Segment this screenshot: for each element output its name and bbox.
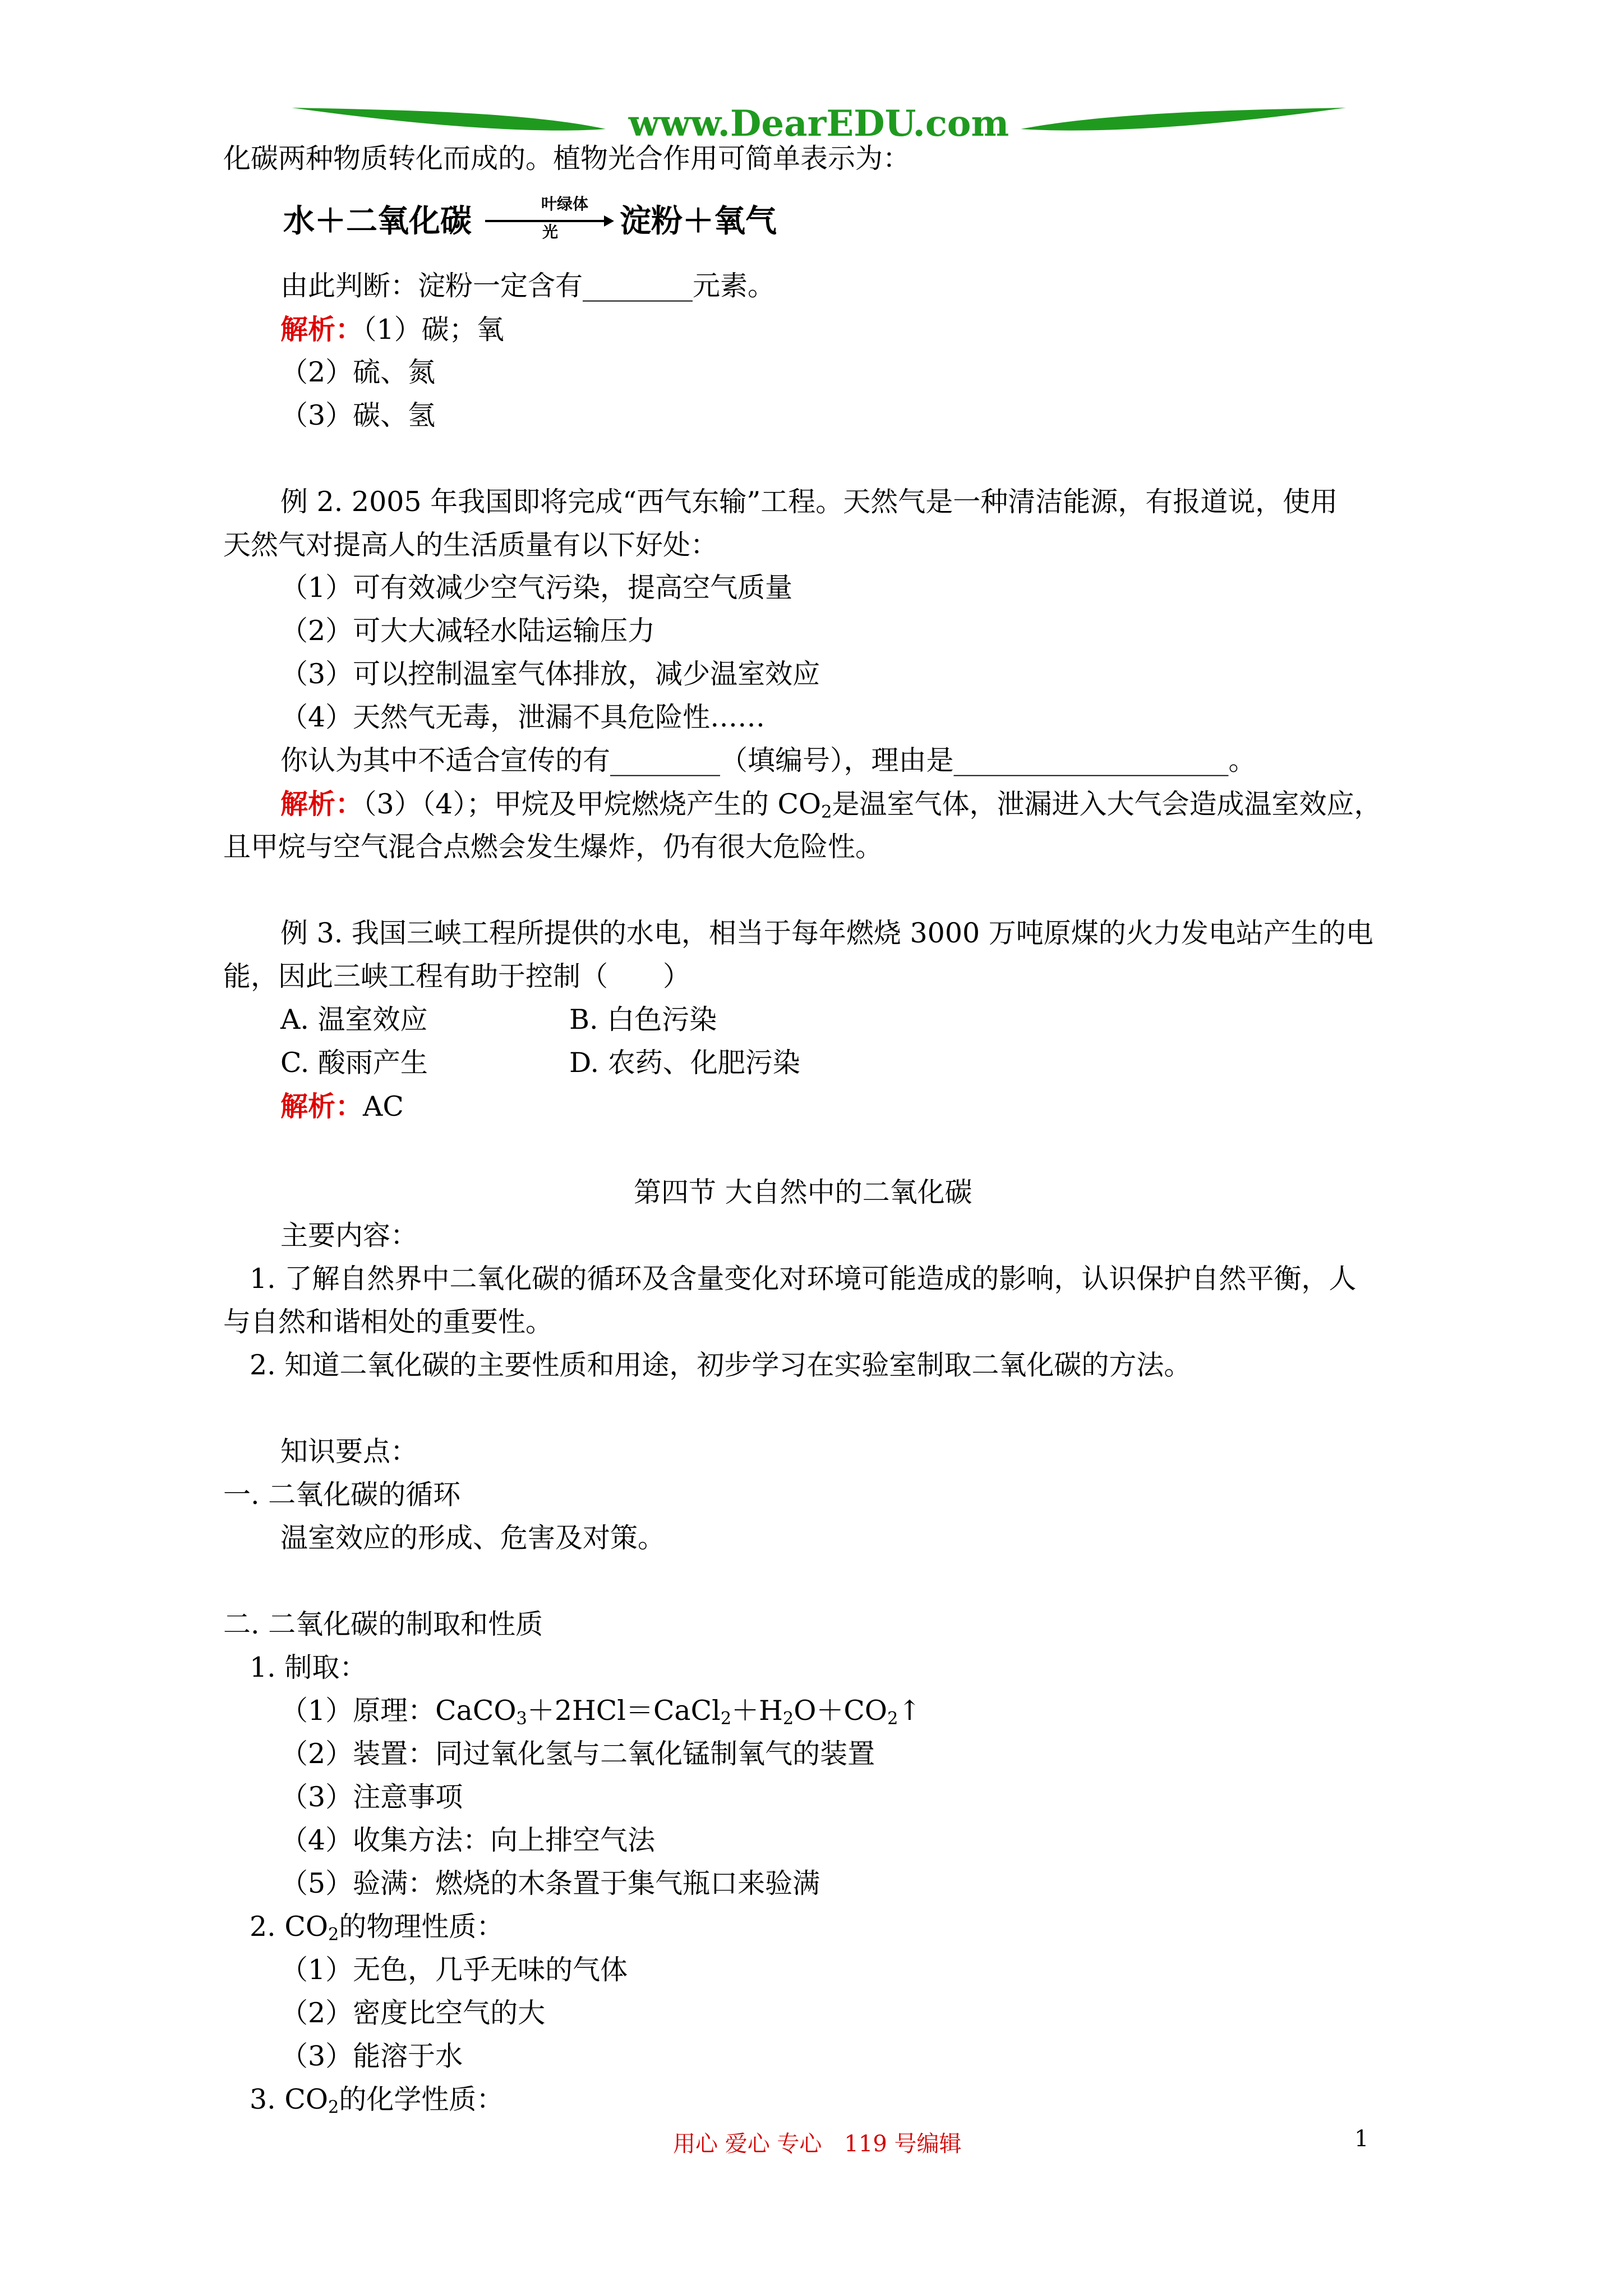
example2-line2: 天然气对提高人的生活质量有以下好处： [223,529,718,561]
intro-text: 化碳两种物质转化而成的。植物光合作用可简单表示为： [223,142,911,174]
equation-reactants: 水＋二氧化碳 [283,203,472,240]
example2-option3: （3）可以控制温室气体排放，减少温室效应 [280,658,820,690]
equation-products: 淀粉＋氧气 [620,203,777,240]
q1-answer-3: （3）碳、氢 [280,399,436,431]
kp2-item2: 2. $CO_2$的物理性质： [250,1911,504,1945]
example2-option4: （4）天然气无毒，泄漏不具危险性…… [280,701,766,733]
example3-answer: 解析：AC [280,1090,404,1122]
knowledge-points-label: 知识要点： [280,1435,418,1467]
q1-answer-line [280,310,504,349]
kp2-physical-2: （2）密度比空气的大 [280,1997,546,2029]
answer-label: 解析： [280,313,363,346]
kp2-precautions: （3）注意事项 [280,1781,463,1813]
answer-label: 解析： [280,788,363,820]
kp2-fullness-test: （5）验满：燃烧的木条置于集气瓶口来验满 [280,1867,820,1899]
footer-text: 用心 爱心 专心 119 号编辑 [673,2131,962,2157]
kp1-text: 温室效应的形成、危害及对策。 [280,1522,666,1554]
logo-text: www.DearEDU.com [628,103,1009,145]
kp2-item3: 3. $CO_2$的化学性质： [250,2083,504,2118]
q1-question: 由此判断：淀粉一定含有________元素。 [280,270,776,302]
main-content-label: 主要内容： [280,1220,418,1251]
example2-line1: 例 2. 2005 年我国即将完成“西气东输”工程。天然气是一种清洁能源，有报道说，使用 [280,486,1338,518]
q1-answer-1: （1）碳；氧 [363,314,504,346]
example2-answer: 解析：（3）（4）；甲烷及甲烷燃烧产生的 $CO_2$是温室气体，泄漏进入大气会造成温室效应， [280,788,1382,822]
answer-label: 解析： [280,1090,363,1122]
example3-option-d: D. 农药、化肥污染 [569,1047,800,1079]
example2-option1: （1）可有效减少空气污染，提高空气质量 [280,572,793,604]
example3-option-b: B. 白色污染 [569,1004,717,1036]
kp2-physical-1: （1）无色，几乎无味的气体 [280,1954,628,1986]
example2-answer-line2: 且甲烷与空气混合点燃会发生爆炸，仍有很大危险性。 [223,831,883,863]
kp2-item1: 1. 制取： [250,1651,367,1683]
kp2-principle: （1）原理：$CaCO_3+2HCl=CaCl_2+H_2O+CO_2↑$ [280,1695,921,1729]
main-content-item1-line2: 与自然和谐相处的重要性。 [223,1306,554,1338]
example3-line1: 例 3. 我国三峡工程所提供的水电，相当于每年燃烧 3000 万吨原煤的火力发电站产生的电 [280,917,1373,949]
equation-condition-top: 叶绿体 [541,195,589,213]
main-content-item2: 2. 知道二氧化碳的主要性质和用途，初步学习在实验室制取二氧化碳的方法。 [250,1349,1192,1381]
example3-option-a: A. 温室效应 [280,1004,428,1036]
page-number: 1 [1354,2126,1369,2152]
kp2-apparatus: （2）装置：同过氧化氢与二氧化锰制氧气的装置 [280,1738,875,1770]
q1-answer-2: （2）硫、氮 [280,356,436,388]
kp2-collection: （4）收集方法：向上排空气法 [280,1824,656,1856]
kp2-title: 二. 二氧化碳的制取和性质 [223,1608,543,1640]
kp2-physical-3: （3）能溶于水 [280,2040,463,2072]
example3-line2: 能，因此三峡工程有助于控制（ ） [223,960,691,992]
example2-option2: （2）可大大减轻水陆运输压力 [280,615,656,647]
main-content-item1-line1: 1. 了解自然界中二氧化碳的循环及含量变化对环境可能造成的影响，认识保护自然平衡，人 [250,1263,1357,1295]
kp1-title: 一. 二氧化碳的循环 [223,1479,461,1511]
section-title: 第四节 大自然中的二氧化碳 [634,1176,972,1208]
example2-question: 你认为其中不适合宣传的有________（填编号），理由是____________________。 [280,744,1256,776]
equation-condition-bottom: 光 [542,223,559,241]
example3-option-c: C. 酸雨产生 [280,1047,428,1079]
